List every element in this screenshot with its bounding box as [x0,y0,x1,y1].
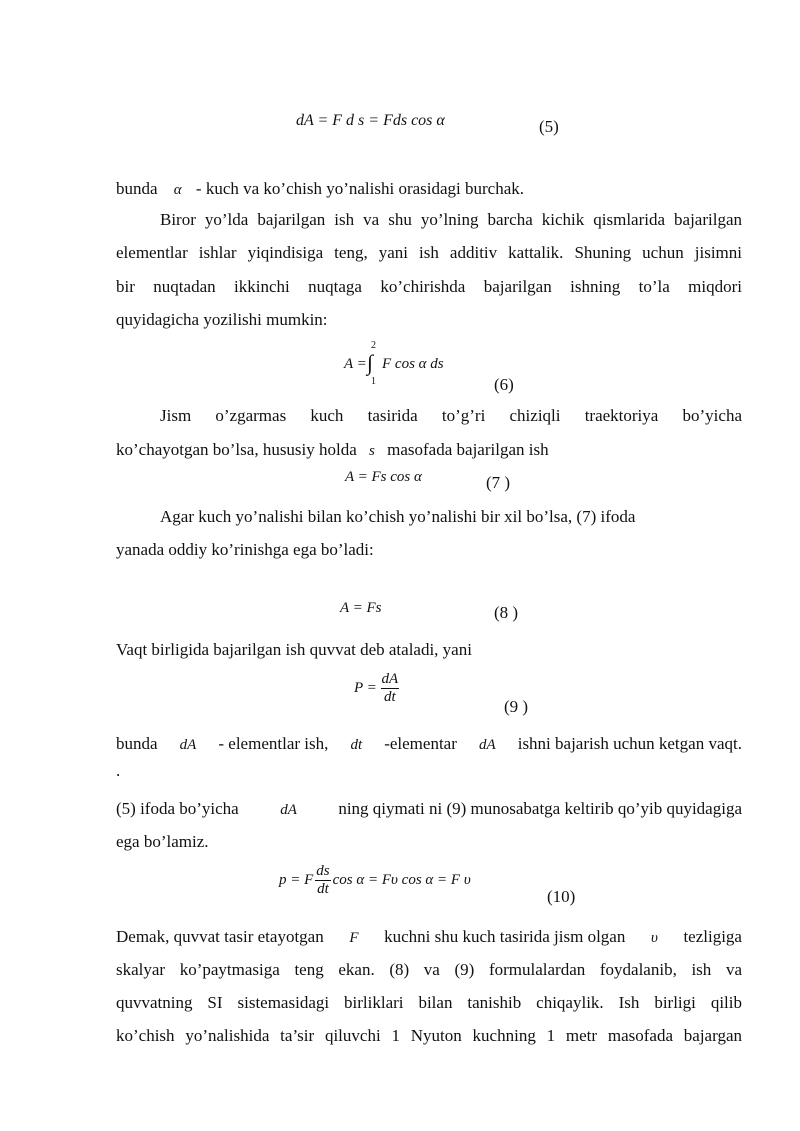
paragraph-line: Vaqt birligida bajarilgan ish quvvat deb ataladi, yani [116,640,472,659]
text: bunda [116,179,158,198]
equation-9-number: (9 ) [504,697,529,716]
equation-8: A = Fs [340,600,382,616]
text: bunda [116,734,158,753]
paragraph-line [116,734,742,754]
equation-10-number: (10) [547,887,576,906]
integral-lower-limit: 1 [371,376,376,387]
dA-symbol: dA [280,802,297,818]
text: -elementar [384,734,457,753]
s-symbol: s [369,443,375,459]
lhs: p = F [279,872,314,889]
numerator: dA [381,671,399,687]
dA-symbol: dA [179,737,197,753]
text: (5) ifoda bo’yicha [116,799,239,818]
fraction [381,672,400,705]
text: ishni bajarish uchun ketgan vaqt. [517,734,742,753]
integrand: F cos α ds [382,356,444,372]
integral-sign: ∫ [367,350,374,375]
text: ko’chayotgan bo’lsa, hususiy holda [116,440,357,459]
paragraph-line: elementlar ishlar yiqindisiga teng, yani ish additiv kattalik. Shuning uchun jisimni [116,243,742,262]
paragraph-line: Agar kuch yo’nalishi bilan ko’chish yo’nalishi bir xil bo’lsa, (7) ifoda [160,507,636,526]
alpha-symbol: α [173,182,182,198]
paragraph-line: Jism o’zgarmas kuch tasirida to’g’ri chiziqli traektoriya bo’yicha [160,406,742,425]
text: masofada bajarilgan ish [387,440,549,459]
paragraph-line: quyidagicha yozilishi mumkin: [116,310,328,329]
equation-5-number: (5) [539,117,559,136]
equation-10 [279,864,471,897]
equation-6 [344,356,367,373]
paragraph-line: ko’chish yo’nalishida ta’sir qiluvchi 1 Nyuton kuchning 1 metr masofada bajargan [116,1026,742,1045]
paragraph-line [116,927,742,947]
text: - elementlar ish, [218,734,329,753]
paragraph-line [116,799,742,819]
equation-9 [354,672,399,705]
paragraph-line: ega bo’lamiz. [116,832,209,851]
fraction [315,864,330,897]
equation-7-number: (7 ) [486,473,511,492]
text: Demak, quvvat tasir etayotgan [116,927,324,946]
text: - kuch va ko’chish yo’nalishi orasidagi burchak. [195,179,525,198]
paragraph-line: bir nuqtadan ikkinchi nuqtaga ko’chirishda bajarilgan ishning to’la miqdori [116,277,742,296]
equation-8-number: (8 ) [494,603,519,622]
dA-symbol: dA [478,737,496,753]
lhs: P = [354,680,377,697]
equation-7: A = Fs cos α [345,469,422,485]
text: tezligiga [683,927,742,946]
F-symbol: F [349,930,359,946]
denominator: dt [384,688,396,705]
equation-6-number: (6) [494,375,514,394]
numerator: ds [316,863,330,879]
rhs: cos α = Fυ cos α = F υ [332,872,471,889]
upsilon-symbol: υ [650,930,658,946]
paragraph-line: yanada oddiy ko’rinishga ega bo’ladi: [116,540,374,559]
paragraph-bunda-alpha [116,179,524,199]
lhs: A = [344,356,367,372]
paragraph-line: skalyar ko’paytmasiga teng ekan. (8) va (9) formulalardan foydalanib, ish va [116,960,742,979]
denominator: dt [317,880,329,897]
text: kuchni shu kuch tasirida jism olgan [384,927,626,946]
paragraph-line: quvvatning SI sistemasidagi birliklari bilan tanishib chiqaylik. Ish birligi qilib [116,993,742,1012]
paragraph-line [116,440,549,460]
equation-5: dA = F d s = Fds cos α [296,112,445,129]
stray-dot: . [116,761,121,780]
paragraph-line: Biror yo’lda bajarilgan ish va shu yo’lning barcha kichik qismlarida bajarilgan [160,210,742,229]
dt-symbol: dt [350,737,363,753]
text: ning qiymati ni (9) munosabatga keltirib qo’yib quyidagiga [338,799,742,818]
integral-upper-limit: 2 [371,340,376,351]
